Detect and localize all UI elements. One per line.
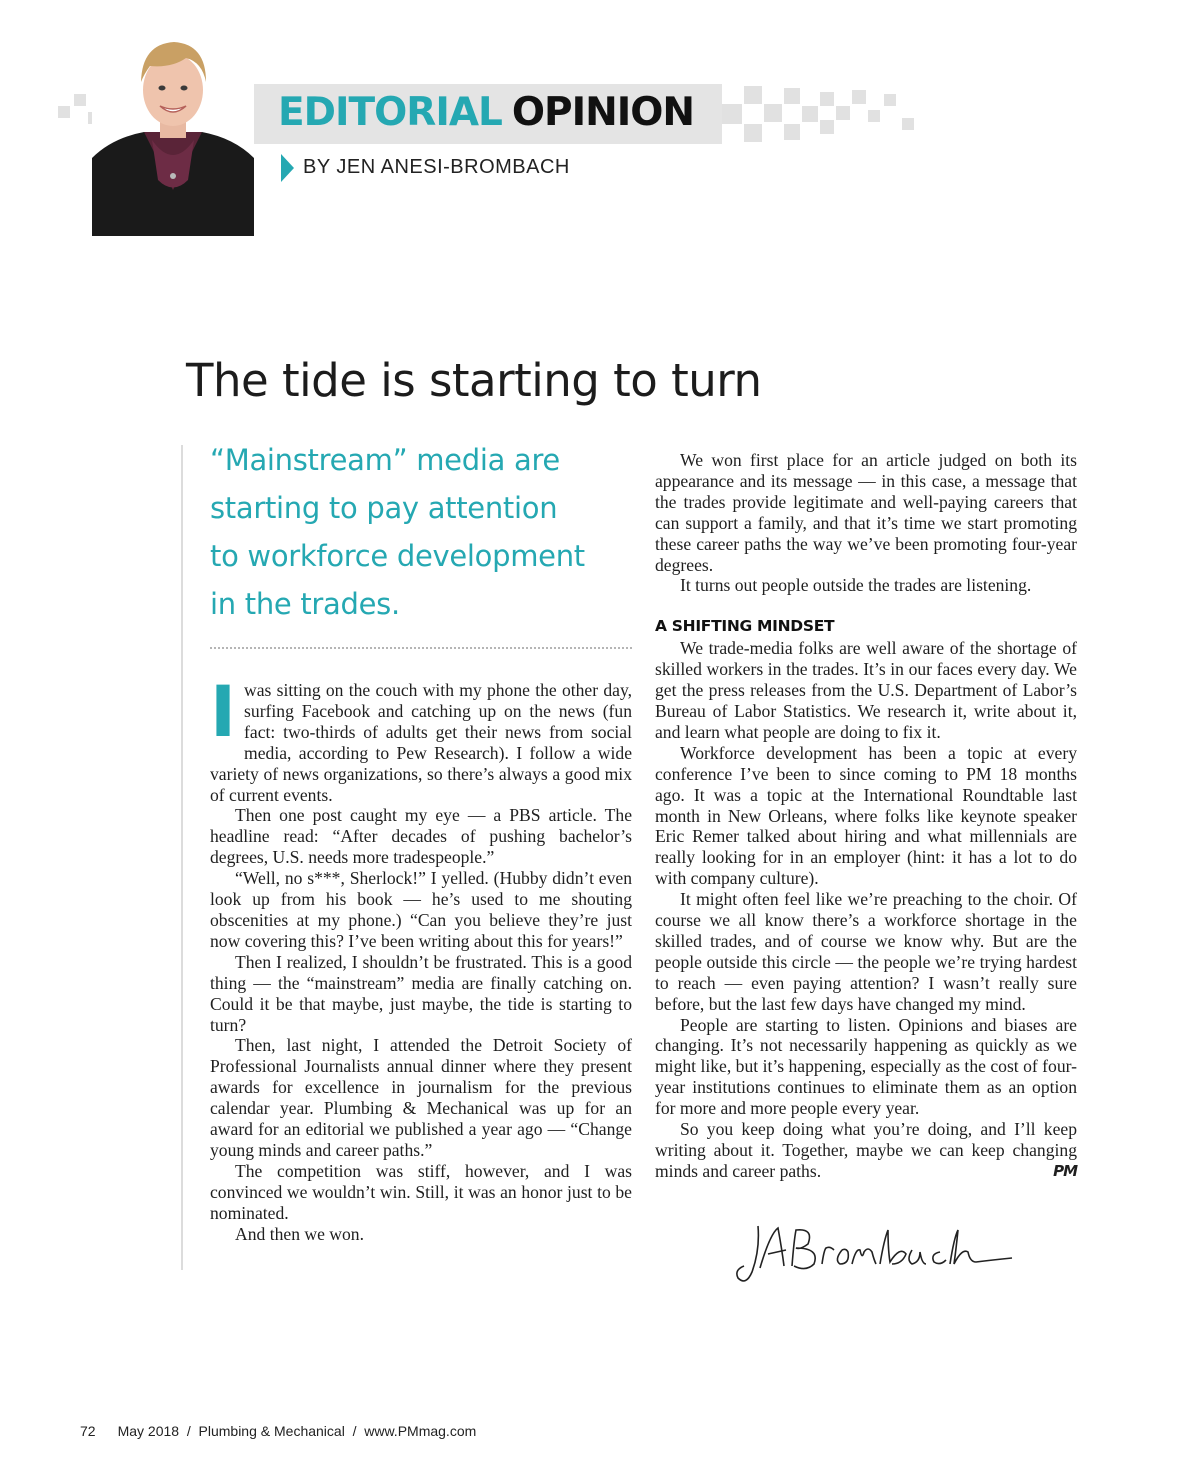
issue-info: May 2018 / Plumbing & Mechanical / www.PMmag.com [117, 1423, 477, 1439]
body-paragraph [655, 1119, 1077, 1182]
body-paragraph: We trade-media folks are well aware of the shortage of skilled workers in the trades. It’s in our faces every day. We get the press releases from the U.S. Department of Labor’s Bureau of Labor Statistics. We research it, write about it, and learn what people are doing to fix it. [655, 638, 1077, 742]
paragraph-text: was sitting on the couch with my phone the other day, surfing Facebook and catching up on the news (fun fact: two-thirds of adults get their news from social media, according to Pew Research). I follow a wide variety of news organizations, so there’s always a good mix of current events. [210, 680, 632, 805]
vertical-rule [181, 445, 183, 1270]
deck-line: starting to pay attention [210, 491, 558, 525]
byline-arrow-icon [281, 154, 294, 182]
article-deck [210, 436, 650, 628]
body-paragraph: It turns out people outside the trades are listening. [680, 575, 1032, 596]
byline: BY JEN ANESI-BROMBACH [303, 156, 570, 178]
section-title [278, 90, 694, 135]
section-title-word-2: OPINION [511, 90, 695, 135]
body-paragraph: People are starting to listen. Opinions and biases are changing. It’s not necessarily happening as quickly as we might like, but it’s happening, especially as the cost of four-year institutions continues to eliminate them as an option for more and more people every year. [655, 1014, 1077, 1119]
deck-line: in the trades. [210, 587, 400, 621]
paragraph-text: So you keep doing what you’re doing, and I’ll keep writing about it. Together, maybe we can keep changing minds and career paths. [655, 1119, 1077, 1181]
end-mark: PM [1053, 1161, 1077, 1180]
deck-line: “Mainstream” media are [210, 443, 560, 477]
body-paragraph: Then one post caught my eye — a PBS article. The headline read: “After decades of pushing bachelor’s degrees, U.S. needs more tradespeople.” [210, 805, 632, 868]
body-column-right [655, 450, 1077, 1182]
drop-cap: I [210, 671, 237, 753]
dotted-divider [210, 647, 632, 649]
body-paragraph [210, 671, 632, 805]
pixel-pattern-right [722, 84, 922, 144]
body-paragraph: “Well, no s***, Sherlock!” I yelled. (Hubby didn’t even look up from his book — he’s used to me shouting obscenities at my phone.) “Can you believe they’re just now covering this? I’ve been writing about this for years!” [210, 868, 632, 951]
body-column-left [210, 671, 632, 1244]
article-headline: The tide is starting to turn [186, 354, 762, 407]
body-paragraph: Then, last night, I attended the Detroit Society of Professional Journalists annual dinner where they present awards for excellence in journalism for the previous calendar year. Plumbing & Mechanical was up for an award for an editorial we published a year ago — “Change young minds and career paths.” [210, 1035, 632, 1160]
signature [730, 1220, 1020, 1290]
section-subhead: A SHIFTING MINDSET [655, 617, 835, 636]
body-paragraph: The competition was stiff, however, and I was convinced we wouldn’t win. Still, it was an honor just to be nominated. [210, 1160, 632, 1223]
body-paragraph: It might often feel like we’re preaching to the choir. Of course we all know there’s a workforce shortage in the skilled trades, and of course we know why. But are the people outside this circle — the people we’re trying hardest to reach — even paying attention? I wasn’t really sure before, but the last few days have changed my mind. [655, 889, 1077, 1014]
body-paragraph: Then I realized, I shouldn’t be frustrated. This is a good thing — the “mainstream” media are finally catching on. Could it be that maybe, just maybe, the tide is starting to turn? [210, 951, 632, 1035]
page-footer [80, 1423, 476, 1439]
body-paragraph: We won first place for an article judged on both its appearance and its message — in this case, a message that the trades provide legitimate and well-paying careers that can support a family, and that it’s time we start promoting these career paths the way we’ve been promoting four-year degrees. [655, 450, 1077, 575]
section-title-word-1: EDITORIAL [278, 90, 502, 135]
page-number: 72 [80, 1423, 96, 1439]
body-paragraph: And then we won. [235, 1223, 364, 1244]
body-paragraph: Workforce development has been a topic at every conference I’ve been to since coming to PM 18 months ago. It was a topic at the International Roundtable last month in New Orleans, where folks like keynote speaker Eric Remer talked about hiring and what millennials are really looking for in an employer (hint: it has a lot to do with company culture). [655, 742, 1077, 889]
author-photo [92, 30, 254, 236]
deck-line: to workforce development [210, 539, 585, 573]
